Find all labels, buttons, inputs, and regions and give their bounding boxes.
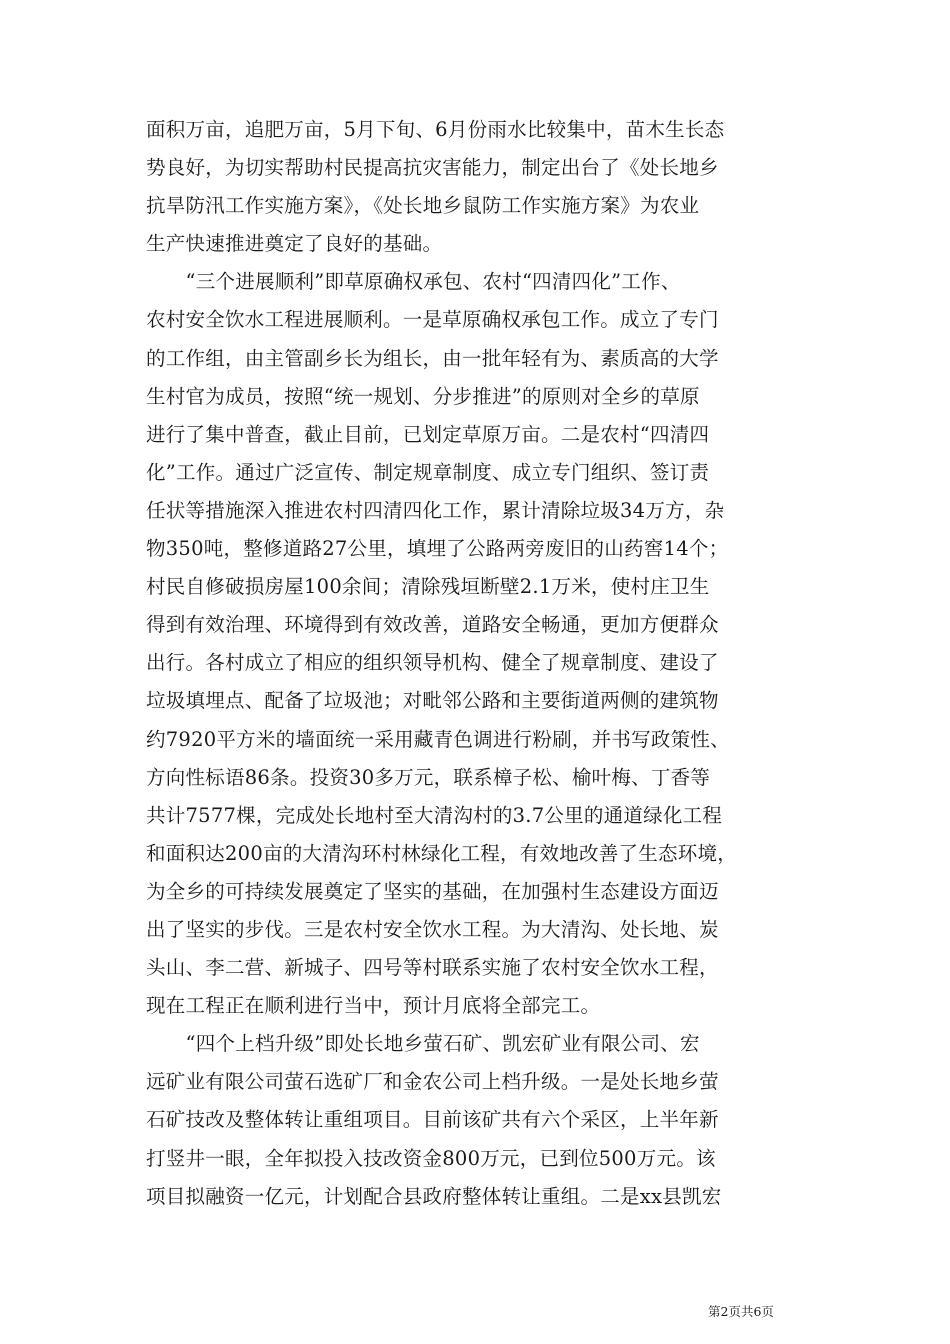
text-line: 现在工程正在顺利进行当中，预计月底将全部完工。 [146,994,601,1018]
text-line: 生产快速推进奠定了良好的基础。 [146,232,443,256]
text-line: 打竖井一眼，全年拟投入技改资金800万元，已到位500万元。该 [146,1146,716,1170]
text-line: 农村安全饮水工程进展顺利。一是草原确权承包工作。成立了专门 [146,308,719,332]
text-line: 得到有效治理、环境得到有效改善，道路安全畅通，更加方便群众 [146,613,719,637]
text-line: 进行了集中普查，截止目前，已划定草原万亩。二是农村“四清四 [146,422,710,446]
text-line: 头山、李二营、新城子、四号等村联系实施了农村安全饮水工程， [146,956,719,980]
text-line: 远矿业有限公司萤石选矿厂和金农公司上档升级。一是处长地乡萤 [146,1070,719,1094]
text-line: 生村官为成员，按照“统一规划、分步推进”的原则对全乡的草原 [146,384,700,408]
text-line: 共计7577棵，完成处长地村至大清沟村的3.7公里的通道绿化工程 [146,803,723,827]
text-line: 垃圾填埋点、配备了垃圾池；对毗邻公路和主要街道两侧的建筑物 [146,689,719,713]
text-line: 和面积达200亩的大清沟环村林绿化工程，有效地改善了生态环境， [146,841,737,865]
text-line: 抗旱防汛工作实施方案》，《处长地乡鼠防工作实施方案》为农业 [146,194,700,218]
text-line: 势良好，为切实帮助村民提高抗灾害能力，制定出台了《处长地乡 [146,156,719,180]
text-line: 化”工作。通过广泛宣传、制定规章制度、成立专门组织、签订责 [146,460,710,484]
text-line: 约7920平方米的墙面统一采用藏青色调进行粉刷，并书写政策性、 [146,727,730,751]
text-line: 的工作组，由主管副乡长为组长，由一批年轻有为、素质高的大学 [146,346,719,370]
text-line: 出了坚实的步伐。三是农村安全饮水工程。为大清沟、处长地、炭 [146,917,719,941]
text-line: 方向性标语86条。投资30多万元，联系樟子松、榆叶梅、丁香等 [146,765,711,789]
text-line: 为全乡的可持续发展奠定了坚实的基础，在加强村生态建设方面迈 [146,879,719,903]
text-line: “四个上档升级”即处长地乡萤石矿、凯宏矿业有限公司、宏 [146,1032,700,1056]
document-body [146,111,822,1216]
text-line: 任状等措施深入推进农村四清四化工作，累计清除垃圾34万方，杂 [146,498,725,522]
text-line: 村民自修破损房屋100余间；清除残垣断壁2.1万米，使村庄卫生 [146,575,710,599]
text-line: 石矿技改及整体转让重组项目。目前该矿共有六个采区，上半年新 [146,1108,719,1132]
text-line: 项目拟融资一亿元，计划配合县政府整体转让重组。二是xx县凯宏 [146,1184,722,1208]
page-number-footer: 第2页共6页 [708,1304,774,1319]
text-line: “三个进展顺利”即草原确权承包、农村“四清四化”工作、 [146,270,681,294]
text-line: 物350吨，整修道路27公里，填埋了公路两旁废旧的山药窖14个； [146,537,729,561]
text-line: 面积万亩，追肥万亩，5月下旬、6月份雨水比较集中，苗木生长态 [146,118,725,141]
text-line: 出行。各村成立了相应的组织领导机构、健全了规章制度、建设了 [146,651,719,675]
